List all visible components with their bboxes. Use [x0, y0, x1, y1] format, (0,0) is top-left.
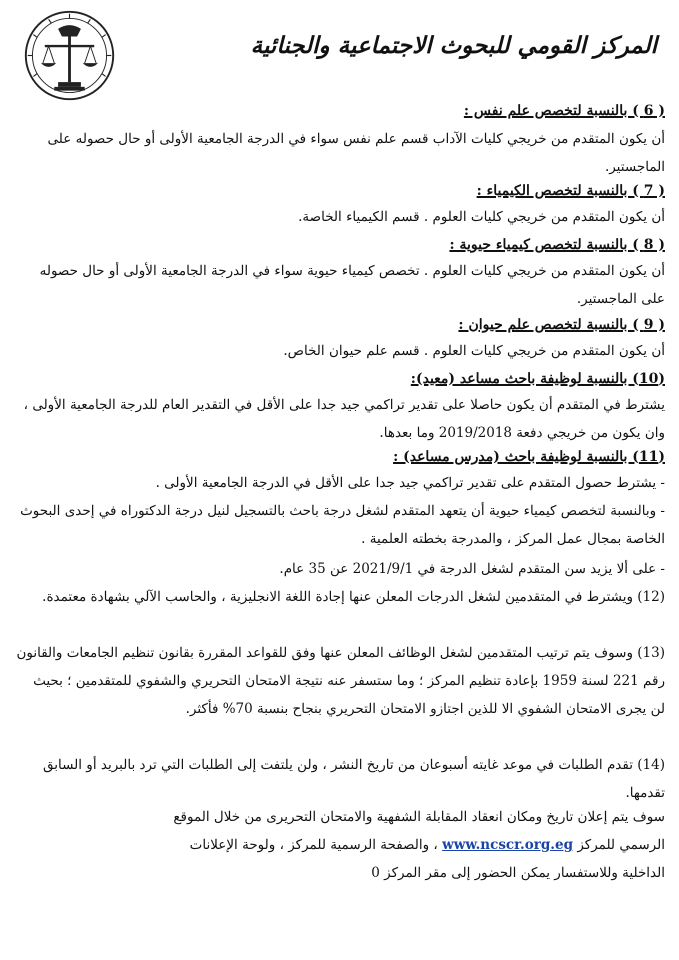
clause-number: (14) — [637, 757, 665, 773]
closing-line-2: الرسمي للمركز www.ncscr.org.eg ، والصفحة الرسمية للمركز ، ولوحة الإعلانات — [189, 837, 665, 853]
clause-number: (13) — [637, 645, 665, 661]
clause-number: (12) — [637, 589, 665, 605]
clause-text: ويشترط في المتقدمين لشغل الدرجات المعلن عنها إجادة اللغة الانجليزية ، والحاسب الآلي بشهادة معتمدة. — [42, 589, 633, 605]
bullet-item: - على ألا يزيد سن المتقدم لشغل الدرجة في 2021/9/1 عن 35 عام. — [279, 561, 665, 577]
scales-of-justice-logo-icon — [22, 8, 117, 103]
section-heading-zoology: ( 9 ) بالنسبة لتخصص علم حيوان : — [458, 317, 665, 333]
section-heading-research-assistant: (10) بالنسبة لوظيفة باحث مساعد (معيد): — [410, 371, 665, 387]
section-text-psychology: أن يكون المتقدم من خريجي كليات الآداب قسم علم نفس سواء في الدرجة الجامعية الأولى أو حال حصوله على الماجستير. — [47, 131, 665, 175]
clause-12 — [15, 583, 665, 611]
closing-line-1: سوف يتم إعلان تاريخ ومكان انعقاد المقابلة الشفهية والامتحان التحريرى من خلال الموقع — [173, 809, 665, 825]
clause-14 — [15, 751, 665, 807]
section-heading-biochemistry: ( 8 ) بالنسبة لتخصص كيمياء حيوية : — [449, 237, 665, 253]
bullet-item: - وبالنسبة لتخصص كيمياء حيوية أن يتعهد المتقدم لشغل درجة باحث بالتسجيل لنيل درجة الدكتوراه في إحدى البحوث الخاصة بمجال عمل المركز ، والمدرجة بخطته العلمية . — [20, 503, 665, 547]
clause-13 — [15, 639, 665, 723]
letterhead — [0, 0, 679, 95]
section-heading-psychology: ( 6 ) بالنسبة لتخصص علم نفس : — [463, 103, 665, 119]
website-link[interactable]: www.ncscr.org.eg — [442, 837, 574, 853]
clause-text: وسوف يتم ترتيب المتقدمين لشغل الوظائف المعلن عنها وفق للقواعد المقررة بقانون تنظيم الجامعات والقانون رقم 221 لسنة 1959 بإعادة تنظيم المركز ؛ وما ستسفر عنه نتيجة الامتحان التحريري والشفوي للمتقدمين ؛ بحيث لن يجرى الامتحان الشفوي الا للذين اجتازو الامتحان التحريري بنجاح بنسبة 70% فأكثر. — [16, 645, 665, 717]
section-text-biochemistry: أن يكون المتقدم من خريجي كليات العلوم . تخصص كيمياء حيوية سواء في الدرجة الجامعية الأولى أو حال حصوله على الماجستير. — [39, 263, 665, 307]
section-text-zoology: أن يكون المتقدم من خريجي كليات العلوم . قسم علم حيوان الخاص. — [283, 343, 665, 359]
section-text-research-assistant: يشترط في المتقدم أن يكون حاصلا على تقدير تراكمي جيد جدا على الأقل في التقدير العام للدرجة الجامعية الأولى ، وان يكون من خريجي دفعة 2019/2018 وما بعدها. — [23, 397, 665, 441]
section-heading-researcher: (11) بالنسبة لوظيفة باحث (مدرس مساعد) : — [393, 449, 665, 465]
organization-name: المركز القومي للبحوث الاجتماعية والجنائية — [250, 32, 657, 59]
bullet-item: - يشترط حصول المتقدم على تقدير تراكمي جيد جدا على الأقل في الدرجة الجامعية الأولى . — [155, 475, 665, 491]
closing-line-3: الداخلية وللاستفسار يمكن الحضور إلى مقر المركز 0 — [371, 865, 665, 881]
section-heading-chemistry: ( 7 ) بالنسبة لتخصص الكيمياء : — [476, 183, 665, 199]
section-text-chemistry: أن يكون المتقدم من خريجي كليات العلوم . قسم الكيمياء الخاصة. — [298, 209, 665, 225]
clause-text: تقدم الطلبات في موعد غايته أسبوعان من تاريخ النشر ، ولن يلتفت إلى الطلبات التي ترد بالبريد أو السابق تقدمها. — [42, 757, 665, 801]
